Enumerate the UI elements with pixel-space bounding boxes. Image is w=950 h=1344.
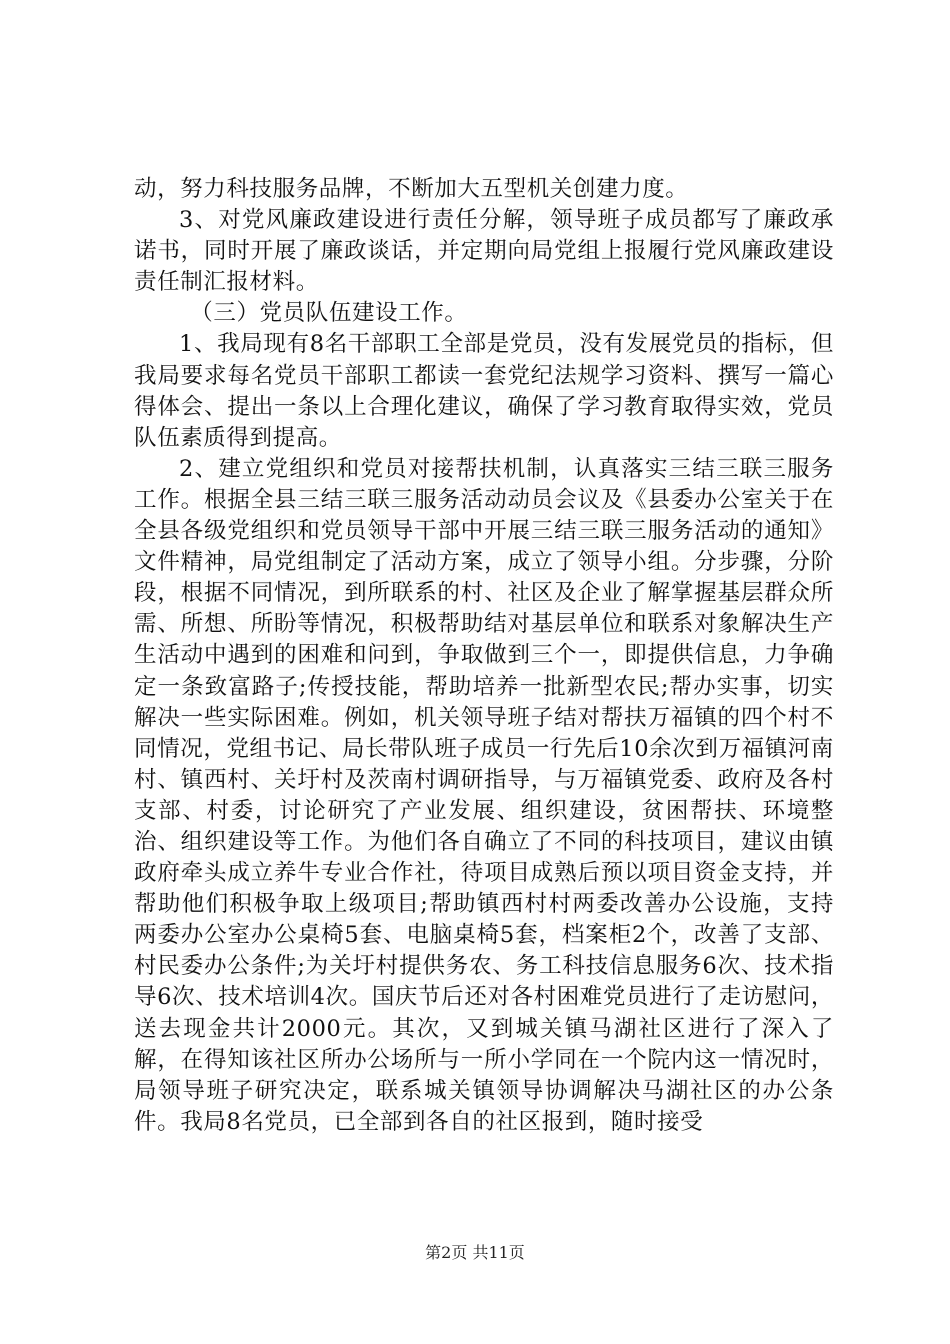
paragraph-continuation: 动，努力科技服务品牌，不断加大五型机关创建力度。 (134, 176, 689, 202)
page-footer (0, 1243, 950, 1263)
paragraph-item-1: 1、我局现有8名干部职工全部是党员，没有发展党员的指标，但我局要求每名党员干部职工都读一套党纪法规学习资料、撰写一篇心得体会、提出一条以上合理化建议，确保了学习教育取得实效，党员队伍素质得到提高。 (134, 331, 834, 451)
page-number-label: 第2页 共11页 (425, 1243, 525, 1262)
document-body (134, 174, 834, 1138)
paragraph-item-3: 3、对党风廉政建设进行责任分解，领导班子成员都写了廉政承诺书，同时开展了廉政谈话，并定期向局党组上报履行党风廉政建设责任制汇报材料。 (134, 207, 834, 296)
section-heading: （三）党员队伍建设工作。 (190, 300, 468, 327)
paragraph-item-2: 2、建立党组织和党员对接帮扶机制，认真落实三结三联三服务工作。根据全县三结三联三服务活动动员会议及《县委办公室关于在全县各级党组织和党员领导干部中开展三结三联三服务活动的通知》文件精神，局党组制定了活动方案，成立了领导小组。分步骤，分阶段，根据不同情况，到所联系的村、社区及企业了解掌握基层群众所需、所想、所盼等情况，积极帮助结对基层单位和联系对象解决生产生活动中遇到的困难和问到，争取做到三个一，即提供信息，力争确定一条致富路子;传授技能，帮助培养一批新型农民;帮办实事，切实解决一些实际困难。例如，机关领导班子结对帮扶万福镇的四个村不同情况，党组书记、局长带队班子成员一行先后10余次到万福镇河南村、镇西村、关圩村及茨南村调研指导，与万福镇党委、政府及各村支部、村委，讨论研究了产业发展、组织建设，贫困帮扶、环境整治、组织建设等工作。为他们各自确立了不同的科技项目，建议由镇政府牵头成立养牛专业合作社，待项目成熟后预以项目资金支持，并帮助他们积极争取上级项目;帮助镇西村村两委改善办公设施，支持两委办公室办公桌椅5套、电脑桌椅5套，档案柜2个，改善了支部、村民委办公条件;为关圩村提供务农、务工科技信息服务6次、技术指导6次、技术培训4次。国庆节后还对各村困难党员进行了走访慰问，送去现金共计2000元。其次，又到城关镇马湖社区进行了深入了解，在得知该社区所办公场所与一所小学同在一个院内这一情况时，局领导班子研究决定，联系城关镇领导协调解决马湖社区的办公条件。我局8名党员，已全部到各自的社区报到，随时接受 (134, 455, 834, 1135)
